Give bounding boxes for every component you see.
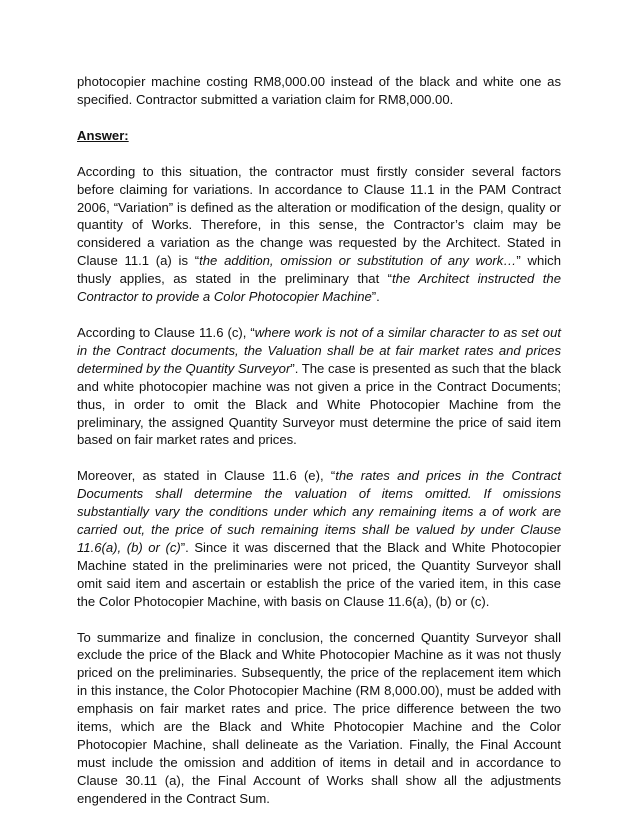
paragraph-variation-definition	[77, 163, 561, 306]
p2-quote-clause-11-6c: where work is not of a similar character to as set out in the Contract documents, the Valuation shall be at fair market rates and prices determined by the Quantity Surveyor	[77, 324, 561, 376]
p1-text-c: ” which thusly applies, as stated in the preliminary that “	[77, 253, 561, 287]
answer-heading: Answer:	[77, 127, 129, 143]
p1-text-e: ”.	[371, 289, 380, 305]
p2-text-c: ”. The case is presented as such that the black and white photocopier machine was not given a price in the Contract Documents; thus, in order to omit the Black and White Photocopier Machine from the preliminary, the assigned Quantity Surveyor must determine the price of said item based on fair market rates and prices.	[77, 360, 562, 448]
intro-paragraph: photocopier machine costing RM8,000.00 instead of the black and white one as specified. Contractor submitted a variation claim for RM8,000.00.	[77, 74, 561, 107]
paragraph-clause-11-6e	[77, 467, 561, 610]
p3-quote-clause-11-6e: the rates and prices in the Contract Documents shall determine the valuation of items omitted. If omissions substantially vary the conditions under which any remaining items a of work are carried out, the price of such remaining items shall be valued by under Clause 11.6(a), (b) or (c)	[77, 468, 561, 555]
paragraph-clause-11-6c	[77, 324, 561, 449]
p3-text-c: ”. Since it was discerned that the Black and White Photocopier Machine stated in the preliminaries were not priced, the Quantity Surveyor shall omit said item and ascertain or establish the price of the varied item, in this case the Color Photocopier Machine, with basis on Clause 11.6(a), (b) or (c).	[77, 539, 562, 609]
p1-text-a: According to this situation, the contractor must firstly consider several factors before claiming for variations. In accordance to Clause 11.1 in the PAM Contract 2006, “Variation” is defined as the alteration or modification of the design, quality or quantity of Works. Therefore, in this sense, the Contractor’s claim may be considered a variation as the change was requested by the Architect. Stated in Clause 11.1 (a) is “	[77, 163, 561, 269]
p1-quote-preliminary: the Architect instructed the Contractor to provide a Color Photocopier Machine	[77, 271, 561, 305]
p1-quote-clause-11-1a: the addition, omission or substitution of any work…	[199, 253, 517, 269]
p3-text-a: Moreover, as stated in Clause 11.6 (e), “	[77, 468, 336, 484]
p2-text-a: According to Clause 11.6 (c), “	[77, 324, 255, 340]
paragraph-conclusion: To summarize and finalize in conclusion, the concerned Quantity Surveyor shall exclude the price of the Black and White Photocopier Machine as it was not thusly priced on the preliminaries. Subsequently, the price of the replacement item which in this instance, the Color Photocopier Machine (RM 8,000.00), must be added with emphasis on fair market rates and price. The price difference between the two items, which are the Black and White Photocopier Machine and the Color Photocopier Machine, shall delineate as the Variation. Finally, the Final Account must include the omission and addition of items in detail and in accordance to Clause 30.11 (a), the Final Account of Works shall show all the adjustments engendered in the Contract Sum.	[77, 629, 561, 806]
